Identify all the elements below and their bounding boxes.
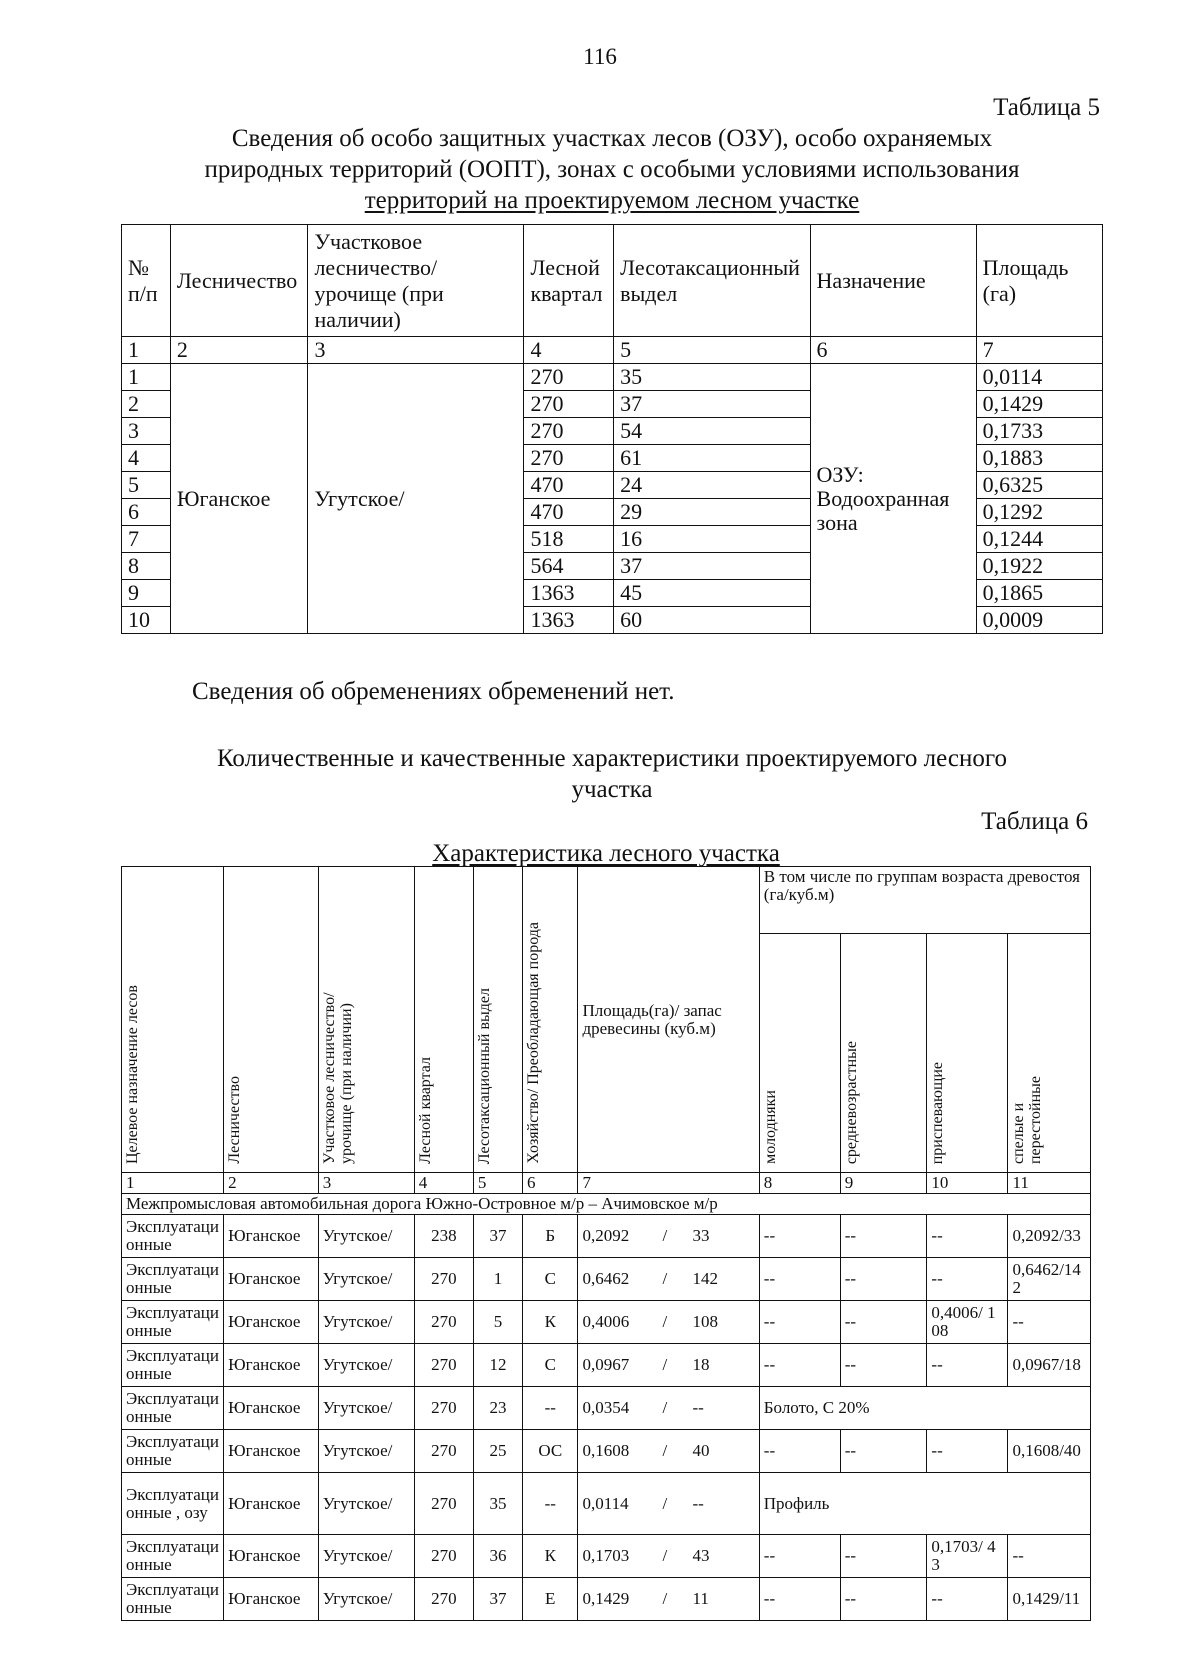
t6-zapas: 43 (692, 1546, 710, 1565)
table5-title (121, 123, 1103, 216)
t6-colnum: 2 (224, 1173, 319, 1194)
t6-premature: 0,1703/ 43 (927, 1535, 1008, 1578)
t6-kvartal: 270 (414, 1301, 473, 1344)
t6-slash: / (662, 1355, 668, 1374)
t5-vydel: 60 (614, 607, 810, 634)
t6-area: 0,0354 (582, 1398, 630, 1417)
t5-row-num: 4 (122, 445, 171, 472)
t6-slash: / (662, 1398, 668, 1417)
t6-purpose: Эксплуатационные (122, 1344, 224, 1387)
table-row (122, 1473, 1091, 1535)
table-row (122, 1535, 1091, 1578)
t5-header-num: № п/п (122, 225, 171, 337)
t6-header-purpose-text: Целевое назначение лесов (124, 984, 141, 1164)
t5-kvartal: 270 (524, 445, 614, 472)
t6-kvartal: 270 (414, 1344, 473, 1387)
t6-header-vydel (473, 867, 522, 1173)
t6-premature: -- (927, 1215, 1008, 1258)
t6-kvartal: 270 (414, 1535, 473, 1578)
t6-mature: 0,2092/33 (1008, 1215, 1091, 1258)
table-row (122, 1578, 1091, 1621)
t6-middle: -- (840, 1430, 927, 1473)
t6-area-zapas (578, 1430, 759, 1473)
t6-mature: 0,0967/18 (1008, 1344, 1091, 1387)
t6-mature: 0,1608/40 (1008, 1430, 1091, 1473)
t6-young: -- (759, 1430, 840, 1473)
encumbrance-text: Сведения об обременениях обременений нет. (192, 678, 675, 705)
t6-vydel: 5 (473, 1301, 522, 1344)
t6-colnum: 1 (122, 1173, 224, 1194)
t5-header-naznachenie: Назначение (810, 225, 976, 337)
t6-young: -- (759, 1578, 840, 1621)
t6-middle: -- (840, 1215, 927, 1258)
table-row (122, 1258, 1091, 1301)
t6-header-lesnichestvo-text: Лесничество (226, 1076, 244, 1164)
t6-poroda: К (523, 1301, 578, 1344)
t5-area: 0,1429 (976, 391, 1102, 418)
t6-middle: -- (840, 1344, 927, 1387)
t6-area-zapas (578, 1258, 759, 1301)
t6-colnum: 11 (1008, 1173, 1091, 1194)
t5-header-vydel: Лесотаксационный выдел (614, 225, 810, 337)
table-row (122, 1301, 1091, 1344)
t6-poroda: С (523, 1258, 578, 1301)
t6-slash: / (662, 1546, 668, 1565)
t6-header-purpose (122, 867, 224, 1173)
t6-uchastkovoe: Угутское/ (318, 1301, 414, 1344)
t6-purpose: Эксплуатационные (122, 1258, 224, 1301)
t6-header-mature (1008, 934, 1091, 1173)
t6-area-zapas (578, 1301, 759, 1344)
table5-title-line3: территорий на проектируемом лесном участке (364, 187, 860, 214)
t6-kvartal: 270 (414, 1430, 473, 1473)
t6-poroda: ОС (523, 1430, 578, 1473)
t5-row-num: 9 (122, 580, 171, 607)
table-row (122, 1215, 1091, 1258)
t6-middle: -- (840, 1535, 927, 1578)
table5-label: Таблица 5 (993, 94, 1100, 121)
t6-young: -- (759, 1258, 840, 1301)
t5-vydel: 54 (614, 418, 810, 445)
t6-lesnichestvo: Юганское (224, 1578, 319, 1621)
table5-title-line1: Сведения об особо защитных участках лесов (ОЗУ), особо охраняемых (231, 125, 993, 152)
t6-mature: -- (1008, 1535, 1091, 1578)
t6-header-mature-text: спелые и перестойные (1010, 1075, 1045, 1164)
t6-header-poroda-text: Хозяйство/ Преобладающая порода (525, 922, 543, 1164)
t6-header-vydel-text: Лесотаксационный выдел (475, 987, 493, 1164)
t5-vydel: 61 (614, 445, 810, 472)
t6-slash: / (662, 1441, 668, 1460)
t6-area-zapas (578, 1473, 759, 1535)
t6-lesnichestvo: Юганское (224, 1258, 319, 1301)
t6-zapas: 11 (692, 1589, 709, 1608)
t6-vydel: 12 (473, 1344, 522, 1387)
t6-area: 0,6462 (582, 1269, 630, 1288)
t5-header-kvartal: Лесной квартал (524, 225, 614, 337)
t6-area: 0,0967 (582, 1355, 630, 1374)
t6-area: 0,1429 (582, 1589, 630, 1608)
t5-kvartal: 470 (524, 499, 614, 526)
t5-naznachenie: ОЗУ: Водоохранная зона (810, 364, 976, 634)
t6-kvartal: 270 (414, 1578, 473, 1621)
t6-note: Болото, С 20% (759, 1387, 1090, 1430)
t6-colnum: 8 (759, 1173, 840, 1194)
t6-premature: -- (927, 1430, 1008, 1473)
t5-uchastkovoe: Угутское/ (308, 364, 524, 634)
t5-colnum: 4 (524, 337, 614, 364)
t5-area: 0,6325 (976, 472, 1102, 499)
t5-vydel: 35 (614, 364, 810, 391)
t5-kvartal: 518 (524, 526, 614, 553)
t6-poroda: -- (523, 1473, 578, 1535)
table5-title-line2: природных территорий (ООПТ), зонах с особыми условиями использования (204, 156, 1020, 183)
table-row (122, 1344, 1091, 1387)
t5-lesnichestvo: Юганское (170, 364, 308, 634)
t5-colnum: 3 (308, 337, 524, 364)
t5-kvartal: 470 (524, 472, 614, 499)
t6-lesnichestvo: Юганское (224, 1473, 319, 1535)
t6-area-zapas (578, 1578, 759, 1621)
t6-slash: / (662, 1589, 668, 1608)
t6-vydel: 36 (473, 1535, 522, 1578)
t5-vydel: 24 (614, 472, 810, 499)
table-row (122, 1387, 1091, 1430)
page-number: 116 (583, 44, 617, 69)
t5-area: 0,1244 (976, 526, 1102, 553)
t6-header-uchastkovoe-text: Участковое лесничество/урочище (при наличии) (320, 992, 355, 1164)
t6-uchastkovoe: Угутское/ (318, 1387, 414, 1430)
section-title-line1: Количественные и качественные характеристики проектируемого лесного (217, 745, 1007, 772)
t6-note: Профиль (759, 1473, 1090, 1535)
t6-poroda: Е (523, 1578, 578, 1621)
t6-vydel: 35 (473, 1473, 522, 1535)
t6-colnum: 6 (523, 1173, 578, 1194)
t6-area-zapas (578, 1535, 759, 1578)
t6-purpose: Эксплуатационные (122, 1301, 224, 1344)
t6-header-kvartal-text: Лесной квартал (416, 1057, 434, 1164)
table-row (122, 364, 1103, 391)
t6-slash: / (662, 1493, 668, 1513)
t6-uchastkovoe: Угутское/ (318, 1535, 414, 1578)
t6-lesnichestvo: Юганское (224, 1301, 319, 1344)
t6-purpose: Эксплуатационные , озу (122, 1473, 224, 1535)
t6-uchastkovoe: Угутское/ (318, 1578, 414, 1621)
t6-uchastkovoe: Угутское/ (318, 1215, 414, 1258)
t6-zapas: 142 (692, 1269, 718, 1288)
t6-header-group: В том числе по группам возраста древостоя (га/куб.м) (759, 867, 1090, 934)
t6-uchastkovoe: Угутское/ (318, 1430, 414, 1473)
t6-area: 0,1703 (582, 1546, 630, 1565)
table6-title: Характеристика лесного участка (432, 840, 780, 867)
t6-vydel: 23 (473, 1387, 522, 1430)
t6-body (122, 1215, 1091, 1621)
t6-purpose: Эксплуатационные (122, 1215, 224, 1258)
t6-area: 0,0114 (582, 1493, 629, 1513)
t6-colnum: 7 (578, 1173, 759, 1194)
t5-header-area: Площадь (га) (976, 225, 1102, 337)
t5-colnum: 6 (810, 337, 976, 364)
t5-kvartal: 270 (524, 364, 614, 391)
t6-vydel: 37 (473, 1578, 522, 1621)
t6-slash: / (662, 1226, 668, 1245)
t6-lesnichestvo: Юганское (224, 1430, 319, 1473)
t6-young: -- (759, 1215, 840, 1258)
t5-area: 0,0009 (976, 607, 1102, 634)
t6-young: -- (759, 1301, 840, 1344)
t6-mature: -- (1008, 1301, 1091, 1344)
t6-purpose: Эксплуатационные (122, 1387, 224, 1430)
t5-kvartal: 564 (524, 553, 614, 580)
t6-zapas: 18 (692, 1355, 710, 1374)
t5-row-num: 6 (122, 499, 171, 526)
t6-zapas: 33 (692, 1226, 710, 1245)
t5-area: 0,1865 (976, 580, 1102, 607)
t6-header-uchastkovoe (318, 867, 414, 1173)
t5-area: 0,1922 (976, 553, 1102, 580)
t6-lesnichestvo: Юганское (224, 1387, 319, 1430)
t6-vydel: 25 (473, 1430, 522, 1473)
t5-vydel: 16 (614, 526, 810, 553)
t6-poroda: К (523, 1535, 578, 1578)
t6-young: -- (759, 1535, 840, 1578)
t5-vydel: 37 (614, 553, 810, 580)
t5-colnum: 7 (976, 337, 1102, 364)
t5-row-num: 7 (122, 526, 171, 553)
t5-colnum-row (122, 337, 1103, 364)
t6-uchastkovoe: Угутское/ (318, 1258, 414, 1301)
t5-vydel: 45 (614, 580, 810, 607)
t6-area-zapas (578, 1344, 759, 1387)
t5-kvartal: 270 (524, 391, 614, 418)
t6-vydel: 37 (473, 1215, 522, 1258)
table5 (121, 224, 1103, 634)
t6-mature: 0,6462/142 (1008, 1258, 1091, 1301)
t6-header-area: Площадь(га)/ запас древесины (куб.м) (578, 867, 759, 1173)
t6-area-zapas (578, 1387, 759, 1430)
t6-middle: -- (840, 1301, 927, 1344)
t5-area: 0,1883 (976, 445, 1102, 472)
t6-uchastkovoe: Угутское/ (318, 1473, 414, 1535)
t5-kvartal: 1363 (524, 607, 614, 634)
t5-kvartal: 1363 (524, 580, 614, 607)
t6-header-premature (927, 934, 1008, 1173)
t5-area: 0,0114 (976, 364, 1102, 391)
t6-colnum: 4 (414, 1173, 473, 1194)
t6-kvartal: 270 (414, 1473, 473, 1535)
t6-premature: -- (927, 1258, 1008, 1301)
table-row (122, 1430, 1091, 1473)
t6-kvartal: 270 (414, 1387, 473, 1430)
t6-header-poroda (523, 867, 578, 1173)
t5-kvartal: 270 (524, 418, 614, 445)
t5-row-num: 1 (122, 364, 171, 391)
t6-poroda: Б (523, 1215, 578, 1258)
t5-row-num: 10 (122, 607, 171, 634)
t6-area-zapas (578, 1215, 759, 1258)
t6-zapas: -- (692, 1398, 704, 1417)
t5-header-lesnichestvo: Лесничество (170, 225, 308, 337)
t6-colnum: 10 (927, 1173, 1008, 1194)
t5-area: 0,1292 (976, 499, 1102, 526)
t5-vydel: 37 (614, 391, 810, 418)
t6-purpose: Эксплуатационные (122, 1535, 224, 1578)
t5-colnum: 5 (614, 337, 810, 364)
t5-area: 0,1733 (976, 418, 1102, 445)
t6-header-lesnichestvo (224, 867, 319, 1173)
t5-row-num: 2 (122, 391, 171, 418)
section-title-line2: участка (571, 776, 653, 803)
t6-premature: 0,4006/ 108 (927, 1301, 1008, 1344)
t6-slash: / (662, 1312, 668, 1331)
t6-mature: 0,1429/11 (1008, 1578, 1091, 1621)
t5-row-num: 5 (122, 472, 171, 499)
t6-poroda: -- (523, 1387, 578, 1430)
t6-colnum: 5 (473, 1173, 522, 1194)
t6-zapas: 108 (692, 1312, 718, 1331)
t5-row-num: 8 (122, 553, 171, 580)
t6-kvartal: 238 (414, 1215, 473, 1258)
t6-lesnichestvo: Юганское (224, 1215, 319, 1258)
t6-header-young-text: молодняки (761, 1090, 779, 1164)
t6-area: 0,1608 (582, 1441, 630, 1460)
t5-vydel: 29 (614, 499, 810, 526)
t6-premature: -- (927, 1344, 1008, 1387)
t6-premature: -- (927, 1578, 1008, 1621)
t6-header-kvartal (414, 867, 473, 1173)
t6-purpose: Эксплуатационные (122, 1430, 224, 1473)
t6-section-row: Межпромысловая автомобильная дорога Южно-Островное м/р – Ачимовское м/р (122, 1194, 1091, 1215)
t6-header-young (759, 934, 840, 1173)
t6-header-middle (840, 934, 927, 1173)
t6-vydel: 1 (473, 1258, 522, 1301)
t6-lesnichestvo: Юганское (224, 1344, 319, 1387)
t5-header-uchastkovoe: Участковое лесничество/урочище (при наличии) (308, 225, 524, 337)
t6-header-premature-text: приспевающие (929, 1061, 947, 1164)
t6-young: -- (759, 1344, 840, 1387)
t6-header-middle-text: средневозрастные (842, 1040, 860, 1164)
t6-uchastkovoe: Угутское/ (318, 1344, 414, 1387)
t6-colnum: 3 (318, 1173, 414, 1194)
t6-area: 0,4006 (582, 1312, 630, 1331)
t6-zapas: 40 (692, 1441, 710, 1460)
t6-area: 0,2092 (582, 1226, 630, 1245)
table6-label: Таблица 6 (981, 808, 1088, 835)
t6-kvartal: 270 (414, 1258, 473, 1301)
t6-purpose: Эксплуатационные (122, 1578, 224, 1621)
section-title (121, 743, 1103, 805)
table6 (121, 866, 1091, 1621)
t5-colnum: 2 (170, 337, 308, 364)
t6-middle: -- (840, 1258, 927, 1301)
t6-lesnichestvo: Юганское (224, 1535, 319, 1578)
t6-poroda: С (523, 1344, 578, 1387)
t5-row-num: 3 (122, 418, 171, 445)
t6-slash: / (662, 1269, 668, 1288)
t6-colnum-row (122, 1173, 1091, 1194)
t6-colnum: 9 (840, 1173, 927, 1194)
t6-middle: -- (840, 1578, 927, 1621)
t6-zapas: -- (692, 1493, 704, 1513)
t5-colnum: 1 (122, 337, 171, 364)
